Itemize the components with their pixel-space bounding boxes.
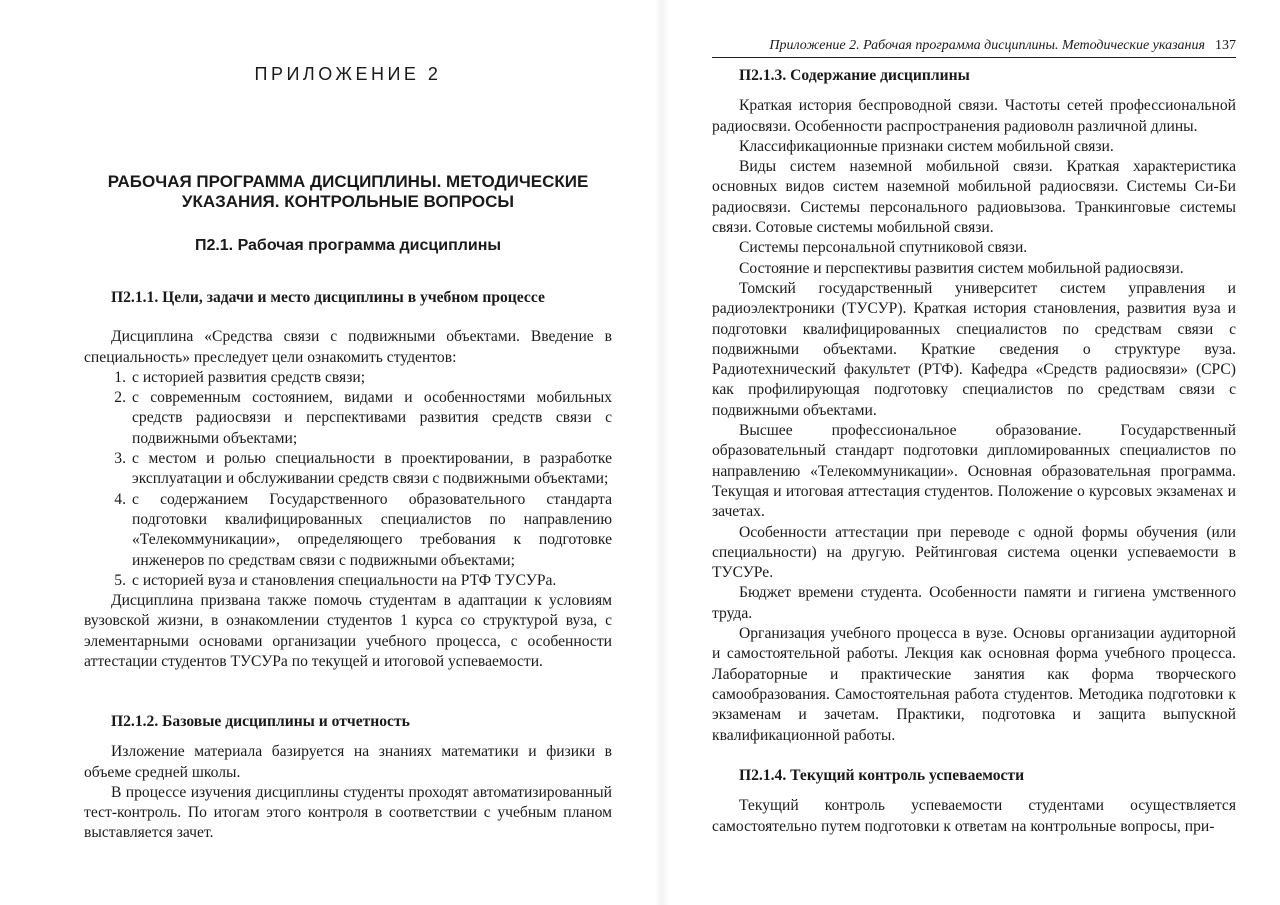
list-item: 3. с местом и ролью специальности в проектировании, в разработке эксплуатации и обслуживании средств связи с подвижными объектами; bbox=[114, 450, 612, 488]
running-head bbox=[712, 37, 1236, 58]
list-item: 2. с современным состоянием, видами и особенностями мобильных средств радиосвязи и перспективами развития средств связи с подвижными объектами; bbox=[114, 389, 612, 447]
main-title-line-2: УКАЗАНИЯ. КОНТРОЛЬНЫЕ ВОПРОСЫ bbox=[181, 192, 515, 211]
subsection-1-after: Дисциплина призвана также помочь студентам в адаптации к условиям вузовской жизни, в ознакомлении студентов 1 курса со структурой вуза, с элементарными основами организации учебного процесса, с особенности аттестации студентов ТУСУРа по текущей и итоговой успеваемости. bbox=[84, 592, 612, 671]
appendix-title: ПРИЛОЖЕНИЕ 2 bbox=[254, 64, 442, 84]
main-title bbox=[84, 172, 612, 212]
paragraph: Состояние и перспективы развития систем мобильной радиосвязи. bbox=[739, 259, 1184, 277]
subsection-2-title: П2.1.2. Базовые дисциплины и отчетность bbox=[111, 713, 410, 730]
list-item: 5. с историей вуза и становления специальности на РТФ ТУСУРа. bbox=[114, 571, 557, 589]
paragraph: Краткая история беспроводной связи. Частоты сетей профессиональной радиосвязи. Особенности распространения радиоволн различной длины. bbox=[712, 97, 1236, 135]
subsection-4 bbox=[712, 766, 1236, 837]
subsection-3 bbox=[712, 66, 1236, 746]
paragraph: Бюджет времени студента. Особенности памяти и гигиена умственного труда. bbox=[712, 584, 1236, 622]
subsection-3-title: П2.1.3. Содержание дисциплины bbox=[739, 67, 970, 84]
list-item: 4. с содержанием Государственного образовательного стандарта подготовки квалифицированных специалистов по направлению «Телекоммуникации», определяющего требования к подготовке инженеров по средствам связи с подвижными объектами; bbox=[114, 490, 612, 569]
paragraph: Виды систем наземной мобильной связи. Краткая характеристика основных видов систем наземной мобильной радиосвязи. Системы Си-Би радиосвязи. Системы персонального радиовызова. Транкинговые системы связи. Сотовые системы мобильной связи. bbox=[712, 158, 1236, 237]
paragraph: Высшее профессиональное образование. Государственный образовательный стандарт подготовки дипломированных специалистов по направлению «Телекоммуникации». Основная образовательная программа. Текущая и итоговая аттестация студентов. Положение о курсовых экзаменах и зачетах. bbox=[712, 422, 1236, 521]
subsection-2 bbox=[84, 712, 612, 844]
running-head-title: Приложение 2. Рабочая программа дисциплины. Методические указания bbox=[769, 38, 1205, 53]
section-title: П2.1. Рабочая программа дисциплины bbox=[194, 237, 502, 254]
subsection-1-title: П2.1.1. Цели, задачи и место дисциплины в учебном процессе bbox=[111, 289, 545, 306]
paragraph: Классификационные признаки систем мобильной связи. bbox=[739, 137, 1114, 155]
goals-list bbox=[84, 368, 612, 591]
paragraph: Организация учебного процесса в вузе. Основы организации аудиторной и самостоятельной работы. Лекция как основная форма учебного процесса. Лабораторные и практические занятия как форма творческого самообразования. Самостоятельная работа студентов. Методика подготовки к экзаменам и зачетам. Практики, подготовка и защита выпускной квалификационной работы. bbox=[712, 625, 1236, 744]
page-number: 137 bbox=[1215, 38, 1236, 53]
subsection-2-paragraph-2: В процессе изучения дисциплины студенты проходят автоматизированный тест-контроль. По итогам этого контроля в соответствии с учебным планом выставляется зачет. bbox=[84, 783, 612, 842]
subsection-4-paragraph-1: Текущий контроль успеваемости студентами осуществляется самостоятельно путем подготовки к ответам на контрольные вопросы, при- bbox=[712, 797, 1236, 835]
subsection-1-intro: Дисциплина «Средства связи с подвижными объектами. Введение в специальность» преследует цели ознакомить студентов: bbox=[84, 328, 612, 366]
paragraph: Томский государственный университет систем управления и радиоэлектроники (ТУСУР). Краткая история становления, развития вуза и подготовки квалифицированных специалистов по средствам связи с подвижными объектами. Краткие сведения о структуре вуза. Радиотехнический факультет (РТФ). Кафедра «Средств радиосвязи» (СРС) как профилирующая подготовку специалистов по средствам связи с подвижными объектами. bbox=[712, 279, 1236, 419]
list-item: 1. с историей развития средств связи; bbox=[114, 368, 366, 386]
main-title-line-1: РАБОЧАЯ ПРОГРАММА ДИСЦИПЛИНЫ. МЕТОДИЧЕСКИЕ bbox=[107, 172, 589, 191]
subsection-4-title: П2.1.4. Текущий контроль успеваемости bbox=[739, 767, 1025, 784]
book-gutter bbox=[655, 0, 669, 905]
subsection-1 bbox=[84, 288, 612, 672]
paragraph: Особенности аттестации при переводе с одной формы обучения (или специальности) на другую. Рейтинговая система оценки успеваемости в ТУСУРе. bbox=[712, 523, 1236, 582]
paragraph: Системы персональной спутниковой связи. bbox=[739, 239, 1028, 257]
subsection-2-paragraph-1: Изложение материала базируется на знаниях математики и физики в объеме средней школы. bbox=[84, 743, 612, 781]
